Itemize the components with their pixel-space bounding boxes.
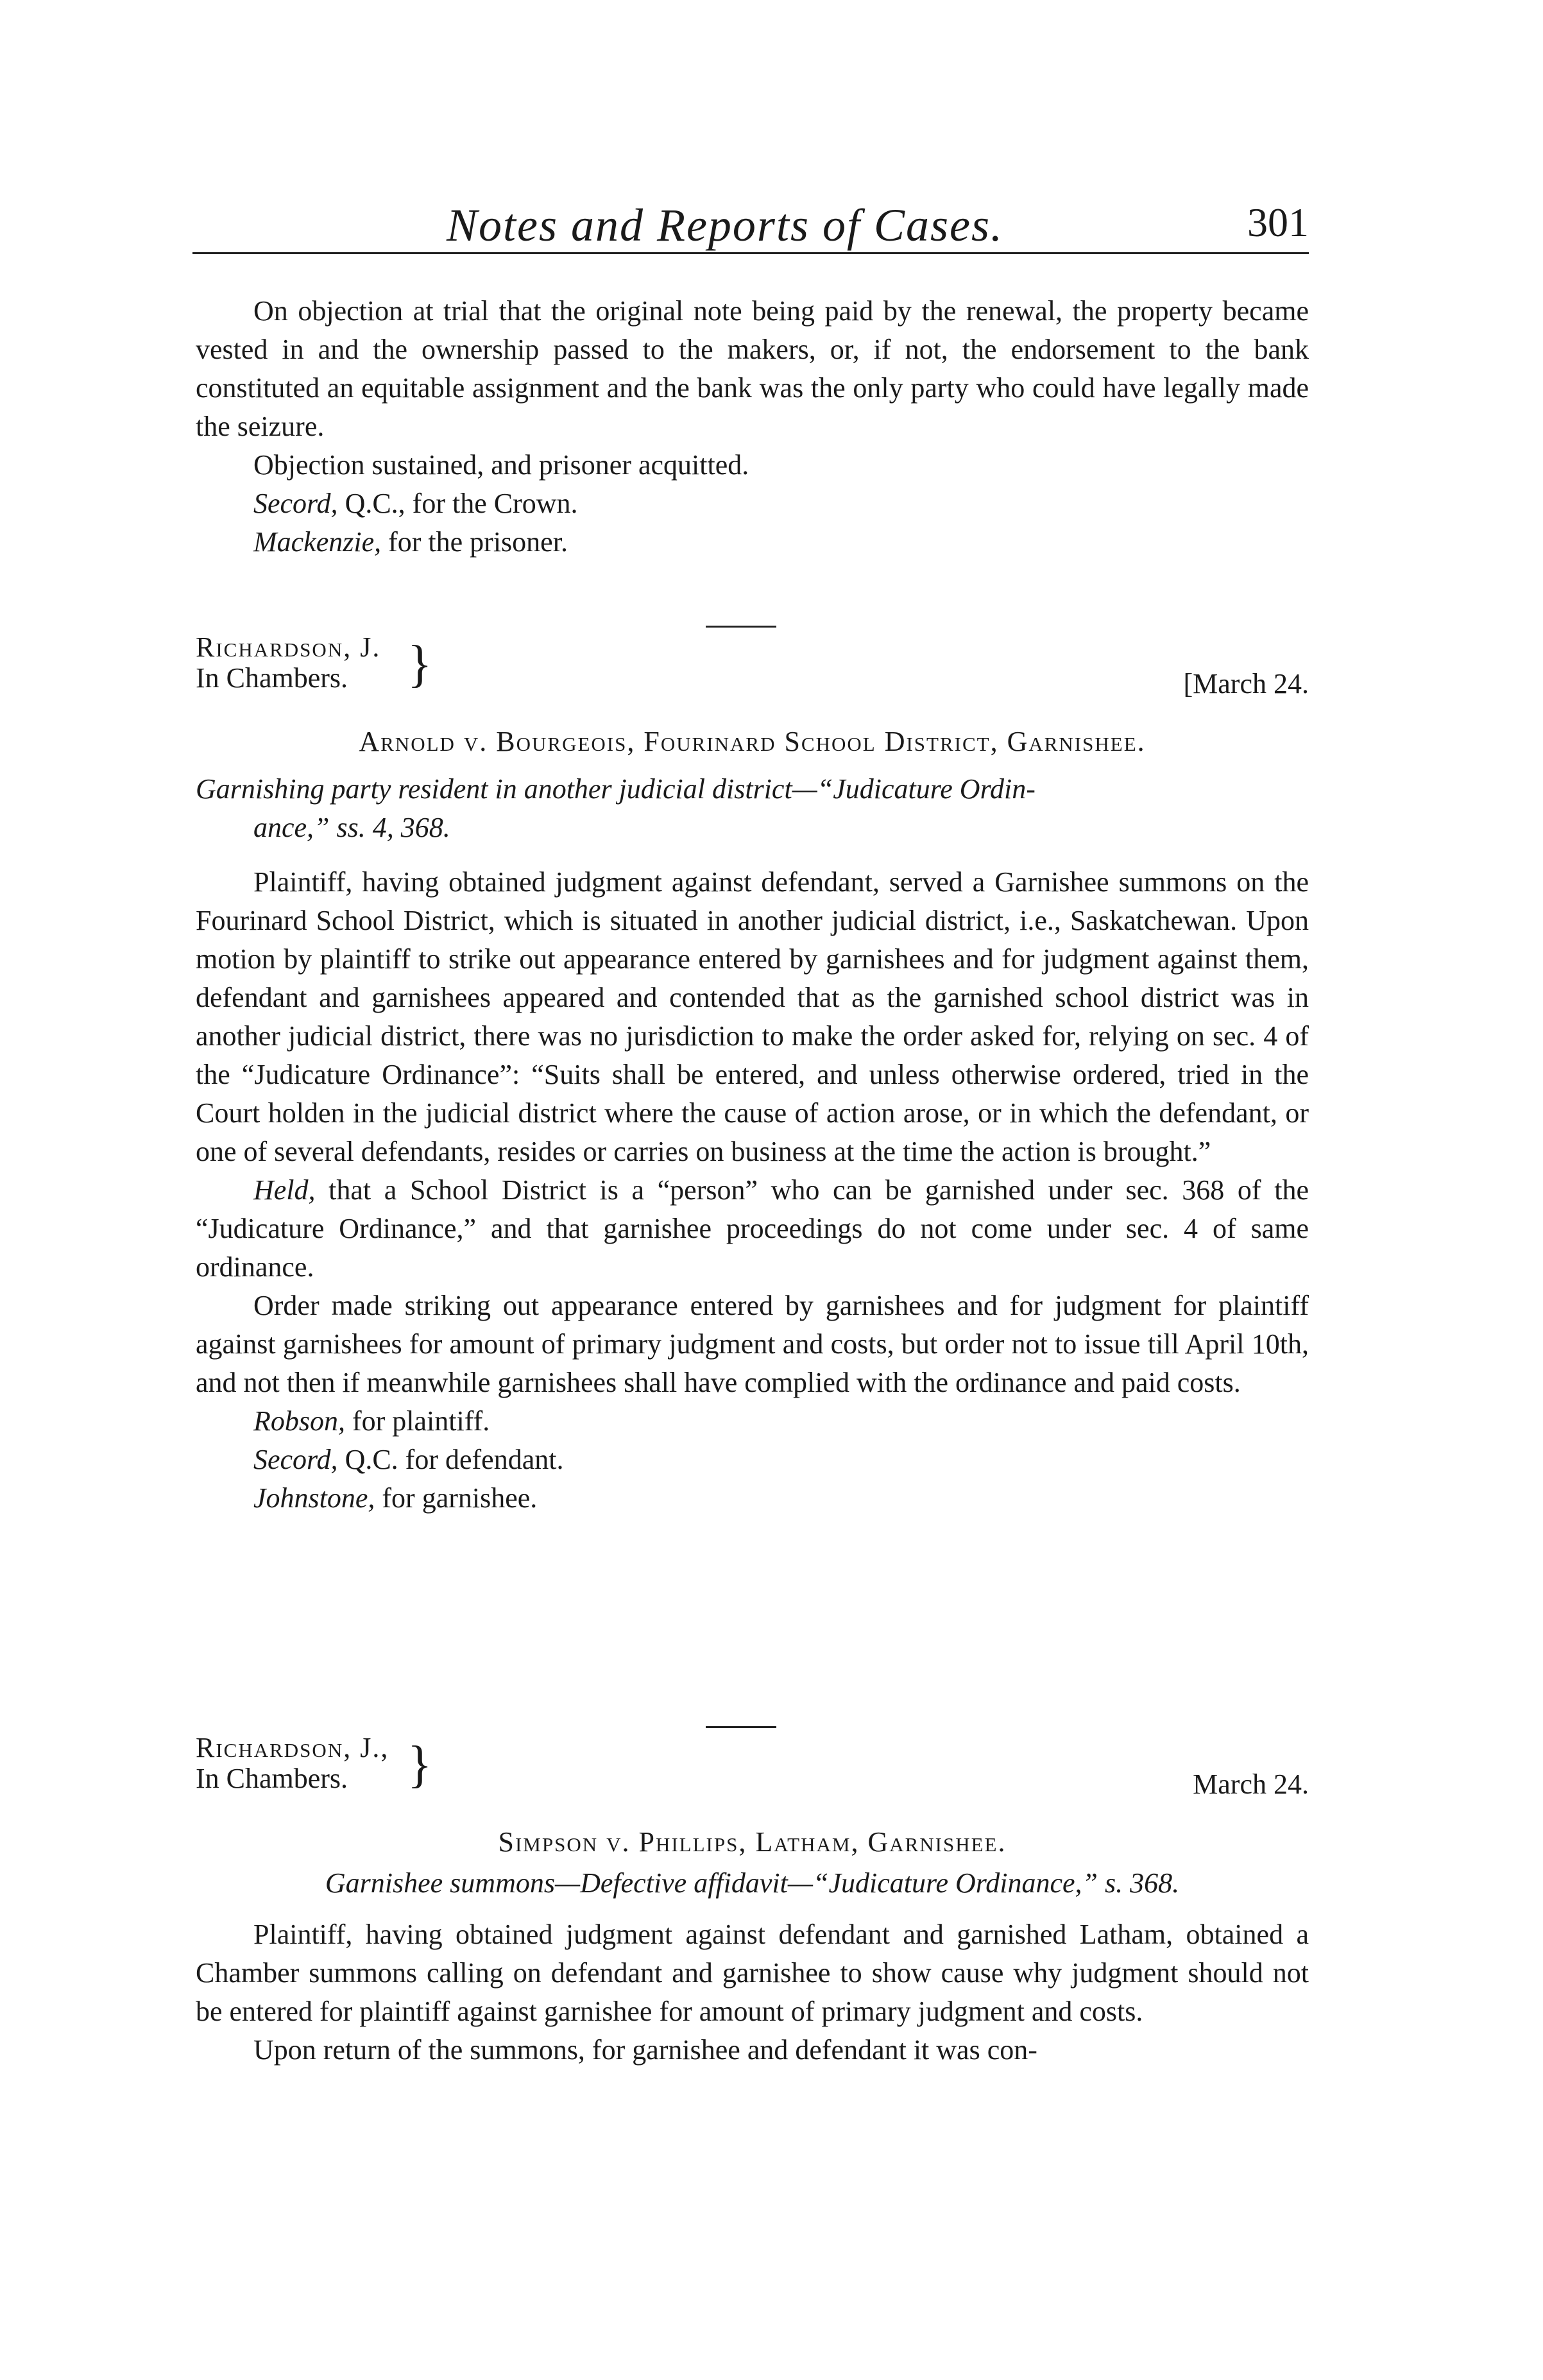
counsel-role: for plaintiff. xyxy=(345,1405,490,1437)
counsel-role: Q.C. for defendant. xyxy=(337,1444,564,1475)
counsel-name: Robson, xyxy=(253,1405,345,1437)
counsel-role: for the prisoner. xyxy=(381,526,568,558)
counsel-role: Q.C., for the Crown. xyxy=(337,488,578,519)
section-divider xyxy=(706,626,776,628)
case2-held xyxy=(196,1171,1309,1287)
header-rule xyxy=(192,252,1309,254)
case2-body xyxy=(196,863,1309,1518)
brace-icon: } xyxy=(407,636,432,692)
case2-counsel-garnishee xyxy=(196,1479,1309,1518)
court-location: In Chambers. xyxy=(196,662,348,694)
case1-paragraph: On objection at trial that the original note being paid by the renewal, the property became vested in and the ownership passed to the makers, or, if not, the endorsement to the bank constituted an equitable assignment and the bank was the only party who could have legally made the seizure. xyxy=(196,295,1309,442)
held-text: that a School District is a “person” who can be garnished under sec. 368 of the “Judicature Ordinance,” and that garnishee proceedings do not come under sec. 4 of same ordinance. xyxy=(196,1174,1309,1283)
case2-counsel-plaintiff xyxy=(196,1402,1309,1441)
case3-court xyxy=(196,1732,432,1794)
counsel-role: for garnishee. xyxy=(375,1482,538,1514)
section-divider xyxy=(706,1726,776,1728)
case1-result: Objection sustained, and prisoner acquitted. xyxy=(253,449,749,481)
case3-date: March 24. xyxy=(1193,1768,1309,1800)
case3-headnote: Garnishee summons—Defective affidavit—“Judicature Ordinance,” s. 368. xyxy=(325,1867,1180,1899)
counsel-name: Mackenzie, xyxy=(253,526,382,558)
case2-court xyxy=(196,631,432,694)
headnote-line: ance,” ss. 4, 368. xyxy=(253,812,450,843)
judge-name: Richardson, J., xyxy=(196,1732,389,1763)
case2-title: Arnold v. Bourgeois, Fourinard School District, Garnishee. xyxy=(359,726,1146,757)
running-title: Notes and Reports of Cases. xyxy=(446,200,1003,251)
counsel-name: Secord, xyxy=(253,488,338,519)
case2-date: [March 24. xyxy=(1183,668,1309,699)
held-word: Held, xyxy=(253,1174,316,1206)
court-location: In Chambers. xyxy=(196,1763,348,1794)
case1-counsel-prisoner xyxy=(196,523,1309,561)
page-number: 301 xyxy=(1247,200,1309,245)
case2-headnote xyxy=(196,770,1309,847)
headnote-line: Garnishing party resident in another judicial district—“Judicature Ordin- xyxy=(196,773,1036,805)
case2-facts: Plaintiff, having obtained judgment against defendant, served a Garnishee summons on the Fourinard School District, which is situated in another judicial district, i.e., Saskatchewan. Upon motion by plaintiff to strike out appearance entered by garnishees and for judgment against them, defendant and garnishees appeared and contended that as the garnished school district was in another judicial district, there was no jurisdiction to make the order asked for, relying on sec. 4 of the “Judicature Ordinance”: “Suits shall be entered, and unless otherwise ordered, tried in the Court holden in the judicial district where the cause of action arose, or in which the defendant, or one of several defendants, resides or carries on business at the time the action is brought.” xyxy=(196,866,1309,1167)
case3-body xyxy=(196,1915,1309,2069)
case3-title: Simpson v. Phillips, Latham, Garnishee. xyxy=(498,1826,1007,1858)
judge-name: Richardson, J. xyxy=(196,631,381,663)
case2-order: Order made striking out appearance entered by garnishees and for judgment for plaintiff against garnishees for amount of primary judgment and costs, but order not to issue till April 10th, and not then if meanwhile garnishees shall have complied with the ordinance and paid costs. xyxy=(196,1290,1309,1398)
counsel-name: Johnstone, xyxy=(253,1482,375,1514)
brace-icon: } xyxy=(407,1736,432,1793)
counsel-name: Secord, xyxy=(253,1444,338,1475)
case1-tail xyxy=(196,292,1309,561)
case3-return: Upon return of the summons, for garnishee and defendant it was con- xyxy=(253,2034,1037,2066)
case3-facts: Plaintiff, having obtained judgment against defendant and garnished Latham, obtained a Chamber summons calling on defendant and garnishee to show cause why judgment should not be entered for plaintiff against garnishee for amount of primary judgment and costs. xyxy=(196,1919,1309,2027)
case2-counsel-defendant xyxy=(196,1441,1309,1479)
case1-counsel-crown xyxy=(196,484,1309,523)
running-header xyxy=(192,193,1309,250)
